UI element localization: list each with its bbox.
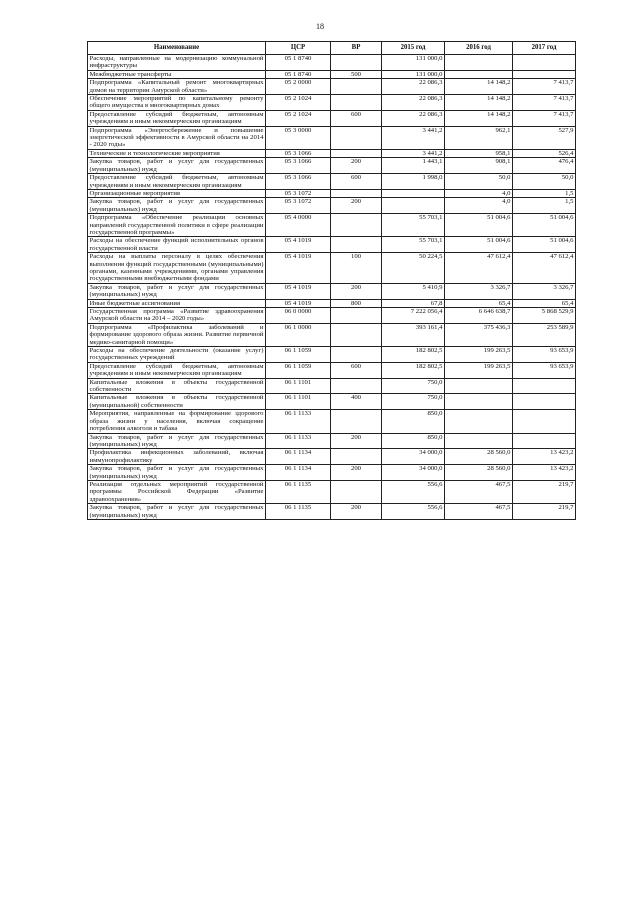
cell-name: Капитальные вложения в объекты государственной собственности (89, 378, 264, 394)
cell-2015: 22 086,3 (382, 110, 445, 126)
column-header-csr: ЦСР (266, 42, 331, 55)
table-row (88, 449, 576, 465)
column-header-2017: 2017 год (513, 42, 576, 55)
cell-vr: 500 (331, 70, 382, 78)
cell-2016: 962,1 (445, 126, 513, 149)
cell-2015: 182 802,5 (382, 347, 445, 363)
cell-2017 (513, 433, 576, 449)
cell-2015: 7 222 056,4 (382, 308, 445, 324)
cell-csr: 05 4 1019 (266, 283, 331, 299)
cell-2017: 47 612,4 (513, 253, 576, 284)
cell-name: Расходы на обеспечение деятельности (оказание услуг) государственных учреждений (89, 347, 264, 362)
cell-2017 (513, 378, 576, 394)
cell-2016: 3 326,7 (445, 283, 513, 299)
column-header-vr: ВР (331, 42, 382, 55)
cell-csr: 06 1 0000 (266, 323, 331, 346)
cell-name: Предоставление субсидий бюджетным, автономным учреждениям и иным некоммерческим организациям (89, 362, 264, 378)
cell-2015: 1 443,1 (382, 158, 445, 174)
cell-vr (331, 449, 382, 465)
cell-vr: 800 (331, 299, 382, 307)
cell-name: Межбюджетные трансферты (88, 70, 266, 78)
cell-2017: 7 413,7 (513, 110, 576, 126)
cell-2015 (382, 198, 445, 214)
cell-csr: 05 2 1024 (266, 95, 331, 111)
table-row (88, 158, 576, 174)
cell-2015: 34 000,0 (382, 449, 445, 465)
table-row (88, 253, 576, 284)
cell-2016: 467,5 (445, 504, 513, 520)
cell-2015: 750,0 (382, 378, 445, 394)
cell-csr: 06 1 1101 (266, 378, 331, 394)
cell-name: Технические и технологические мероприятия (88, 149, 266, 157)
table-row (88, 299, 576, 307)
cell-vr: 200 (331, 433, 382, 449)
cell-csr: 05 3 0000 (266, 126, 331, 149)
cell-csr: 05 3 1066 (266, 149, 331, 157)
table-row (88, 70, 576, 78)
table-row (88, 174, 576, 190)
cell-2017: 7 413,7 (513, 79, 576, 95)
table-row (88, 149, 576, 157)
cell-csr: 05 3 1072 (266, 198, 331, 214)
cell-name: Предоставление субсидий бюджетным, автономным учреждениям и иным некоммерческим организациям (89, 110, 264, 126)
cell-2016: 28 560,0 (445, 465, 513, 481)
cell-2015: 393 161,4 (382, 323, 445, 346)
cell-vr: 600 (331, 110, 382, 126)
cell-vr (331, 308, 382, 324)
cell-2017: 1,5 (513, 189, 576, 197)
cell-2015: 55 703,1 (382, 237, 445, 253)
cell-2015: 3 441,2 (382, 126, 445, 149)
cell-vr: 200 (331, 465, 382, 481)
cell-2015: 182 802,5 (382, 362, 445, 378)
column-header-2016: 2016 год (445, 42, 513, 55)
cell-2017: 219,7 (513, 480, 576, 503)
table-row (88, 110, 576, 126)
cell-2017: 253 589,9 (513, 323, 576, 346)
cell-2016: 6 646 638,7 (445, 308, 513, 324)
cell-vr (331, 480, 382, 503)
cell-vr (331, 149, 382, 157)
cell-2017 (513, 410, 576, 433)
cell-name: Расходы на обеспечение функций исполнительных органов государственной власти (89, 237, 264, 252)
cell-2015: 3 441,2 (382, 149, 445, 157)
cell-2016: 50,0 (445, 174, 513, 190)
cell-name: Капитальные вложения в объекты государственной (муниципальной) собственности (89, 394, 264, 409)
cell-2017: 219,7 (513, 504, 576, 520)
cell-2015: 22 086,3 (382, 95, 445, 111)
cell-name: Профилактика инфекционных заболеваний, включая иммунопрофилактику (89, 449, 264, 464)
cell-name: Государственная программа «Развитие здравоохранения Амурской области на 2014 – 2020 годы» (89, 308, 264, 323)
cell-vr (331, 55, 382, 71)
cell-csr: 05 4 1019 (266, 253, 331, 284)
cell-2015: 750,0 (382, 394, 445, 410)
cell-name: Закупка товаров, работ и услуг для государственных (муниципальных) нужд (89, 198, 264, 213)
cell-2015: 556,6 (382, 480, 445, 503)
cell-csr: 05 4 1019 (266, 237, 331, 253)
cell-2016 (445, 433, 513, 449)
cell-name: Закупка товаров, работ и услуг для государственных (муниципальных) нужд (89, 283, 264, 299)
cell-2015: 5 410,9 (382, 283, 445, 299)
cell-2015: 131 000,0 (382, 70, 445, 78)
cell-2017: 1,5 (513, 198, 576, 214)
cell-vr: 200 (331, 198, 382, 214)
cell-2016: 51 004,6 (445, 214, 513, 237)
cell-csr: 05 2 0000 (266, 79, 331, 95)
table-row (88, 362, 576, 378)
cell-vr (331, 323, 382, 346)
table-row (88, 55, 576, 71)
table-row (88, 79, 576, 95)
table-row (88, 323, 576, 346)
cell-csr: 05 3 1066 (266, 158, 331, 174)
cell-csr: 06 0 0000 (266, 308, 331, 324)
cell-2015: 67,8 (382, 299, 445, 307)
cell-2016: 199 263,5 (445, 347, 513, 363)
cell-2016: 4,0 (445, 189, 513, 197)
cell-name: Предоставление субсидий бюджетным, автономным учреждениям и иным некоммерческим организациям (89, 174, 264, 189)
cell-2017 (513, 70, 576, 78)
table-row (88, 214, 576, 237)
cell-2017: 51 004,6 (513, 214, 576, 237)
cell-name: Подпрограмма «Обеспечение реализации основных направлений государственной политики в сфере реализации государственной программы» (89, 214, 264, 236)
cell-2017: 7 413,7 (513, 95, 576, 111)
cell-csr: 05 3 1072 (266, 189, 331, 197)
cell-2017 (513, 55, 576, 71)
cell-2017: 13 423,2 (513, 449, 576, 465)
cell-2015: 50 224,5 (382, 253, 445, 284)
cell-name: Расходы, направленные на модернизацию коммунальной инфраструктуры (89, 55, 264, 70)
cell-2016: 467,5 (445, 480, 513, 503)
budget-table (87, 41, 576, 520)
cell-2015: 34 000,0 (382, 465, 445, 481)
table-row (88, 198, 576, 214)
cell-2017: 5 868 529,9 (513, 308, 576, 324)
table-row (88, 308, 576, 324)
cell-name: Закупка товаров, работ и услуг для государственных (муниципальных) нужд (89, 158, 264, 173)
cell-csr: 06 1 1134 (266, 449, 331, 465)
cell-csr: 05 1 8740 (266, 70, 331, 78)
cell-2016 (445, 70, 513, 78)
cell-2017: 476,4 (513, 158, 576, 174)
cell-2015: 850,0 (382, 433, 445, 449)
cell-csr: 06 1 1059 (266, 347, 331, 363)
cell-name: Расходы на выплаты персоналу в целях обеспечения выполнения функций государственными (муниципальными) органами, казенными учреждениями, органами управления государственными внебюджетными фондами (89, 253, 264, 283)
cell-vr: 600 (331, 174, 382, 190)
cell-vr: 200 (331, 283, 382, 299)
table-row (88, 378, 576, 394)
cell-2017: 13 423,2 (513, 465, 576, 481)
cell-csr: 06 1 1135 (266, 504, 331, 520)
table-row (88, 394, 576, 410)
page-number: 18 (316, 22, 324, 31)
cell-2017: 527,9 (513, 126, 576, 149)
cell-csr: 06 1 1133 (266, 433, 331, 449)
cell-2017: 93 653,9 (513, 362, 576, 378)
cell-vr (331, 347, 382, 363)
cell-2016: 14 148,2 (445, 110, 513, 126)
cell-vr: 100 (331, 253, 382, 284)
cell-2015: 22 086,3 (382, 79, 445, 95)
cell-name: Закупка товаров, работ и услуг для государственных (муниципальных) нужд (89, 465, 264, 480)
cell-csr: 05 2 1024 (266, 110, 331, 126)
table-row (88, 283, 576, 299)
cell-2015: 55 703,1 (382, 214, 445, 237)
cell-name: Подпрограмма «Энергосбережение и повышение энергетической эффективности в Амурской области на 2014 - 2020 годы» (89, 126, 264, 149)
table-body (88, 55, 576, 520)
table-row (88, 189, 576, 197)
table-row (88, 95, 576, 111)
cell-vr (331, 378, 382, 394)
cell-2017: 3 326,7 (513, 283, 576, 299)
cell-csr: 06 1 1101 (266, 394, 331, 410)
cell-vr (331, 189, 382, 197)
cell-vr: 200 (331, 504, 382, 520)
cell-2016: 14 148,2 (445, 95, 513, 111)
table-row (88, 347, 576, 363)
cell-name: Закупка товаров, работ и услуг для государственных (муниципальных) нужд (89, 433, 264, 448)
cell-2016: 28 560,0 (445, 449, 513, 465)
cell-name: Иные бюджетные ассигнования (88, 299, 266, 307)
cell-2016 (445, 55, 513, 71)
cell-2016: 199 263,5 (445, 362, 513, 378)
cell-csr: 05 3 1066 (266, 174, 331, 190)
table-row (88, 504, 576, 520)
cell-vr: 200 (331, 158, 382, 174)
column-header-2015: 2015 год (382, 42, 445, 55)
cell-csr: 05 1 8740 (266, 55, 331, 71)
cell-name: Подпрограмма «Капитальный ремонт многоквартирных домов на территории Амурской области» (89, 79, 264, 94)
cell-2016: 14 148,2 (445, 79, 513, 95)
cell-name: Реализация отдельных мероприятий государственной программы Российской Федерации «Развитие здравоохранения» (89, 480, 264, 503)
cell-csr: 06 1 1133 (266, 410, 331, 433)
column-header-name: Наименование (88, 42, 266, 55)
cell-2015: 131 000,0 (382, 55, 445, 71)
cell-vr (331, 95, 382, 111)
cell-vr (331, 214, 382, 237)
cell-name: Организационные мероприятия (88, 189, 266, 197)
cell-2016: 47 612,4 (445, 253, 513, 284)
cell-vr: 600 (331, 362, 382, 378)
cell-2015: 1 998,0 (382, 174, 445, 190)
cell-csr: 06 1 1059 (266, 362, 331, 378)
cell-2016: 51 004,6 (445, 237, 513, 253)
cell-name: Подпрограмма «Профилактика заболеваний и формирование здорового образа жизни. Развитие первичной медико-санитарной помощи» (89, 323, 264, 346)
cell-csr: 06 1 1134 (266, 465, 331, 481)
cell-2016: 375 436,3 (445, 323, 513, 346)
cell-2016 (445, 378, 513, 394)
cell-2015 (382, 189, 445, 197)
cell-vr (331, 237, 382, 253)
cell-2015: 850,0 (382, 410, 445, 433)
cell-2016: 4,0 (445, 198, 513, 214)
table-row (88, 126, 576, 149)
cell-2017: 93 653,9 (513, 347, 576, 363)
cell-vr (331, 79, 382, 95)
cell-2016: 908,1 (445, 158, 513, 174)
cell-2015: 556,6 (382, 504, 445, 520)
cell-2017: 65,4 (513, 299, 576, 307)
table-row (88, 410, 576, 433)
cell-csr: 05 4 1019 (266, 299, 331, 307)
table-row (88, 237, 576, 253)
cell-vr: 400 (331, 394, 382, 410)
cell-2016: 958,1 (445, 149, 513, 157)
cell-vr (331, 126, 382, 149)
cell-name: Закупка товаров, работ и услуг для государственных (муниципальных) нужд (89, 504, 264, 519)
cell-2017: 526,4 (513, 149, 576, 157)
table-row (88, 433, 576, 449)
cell-name: Мероприятия, направленные на формирование здорового образа жизни у населения, включая сокращение потребления алкоголя и табака (89, 410, 264, 433)
cell-csr: 06 1 1135 (266, 480, 331, 503)
cell-2016 (445, 394, 513, 410)
cell-2016 (445, 410, 513, 433)
cell-2017: 50,0 (513, 174, 576, 190)
header-row (88, 42, 576, 55)
cell-2017 (513, 394, 576, 410)
cell-vr (331, 410, 382, 433)
cell-name: Обеспечение мероприятий по капитальному ремонту общего имущества в многоквартирных домах (89, 95, 264, 110)
table-row (88, 465, 576, 481)
cell-2016: 65,4 (445, 299, 513, 307)
cell-2017: 51 004,6 (513, 237, 576, 253)
table-row (88, 480, 576, 503)
cell-csr: 05 4 0000 (266, 214, 331, 237)
